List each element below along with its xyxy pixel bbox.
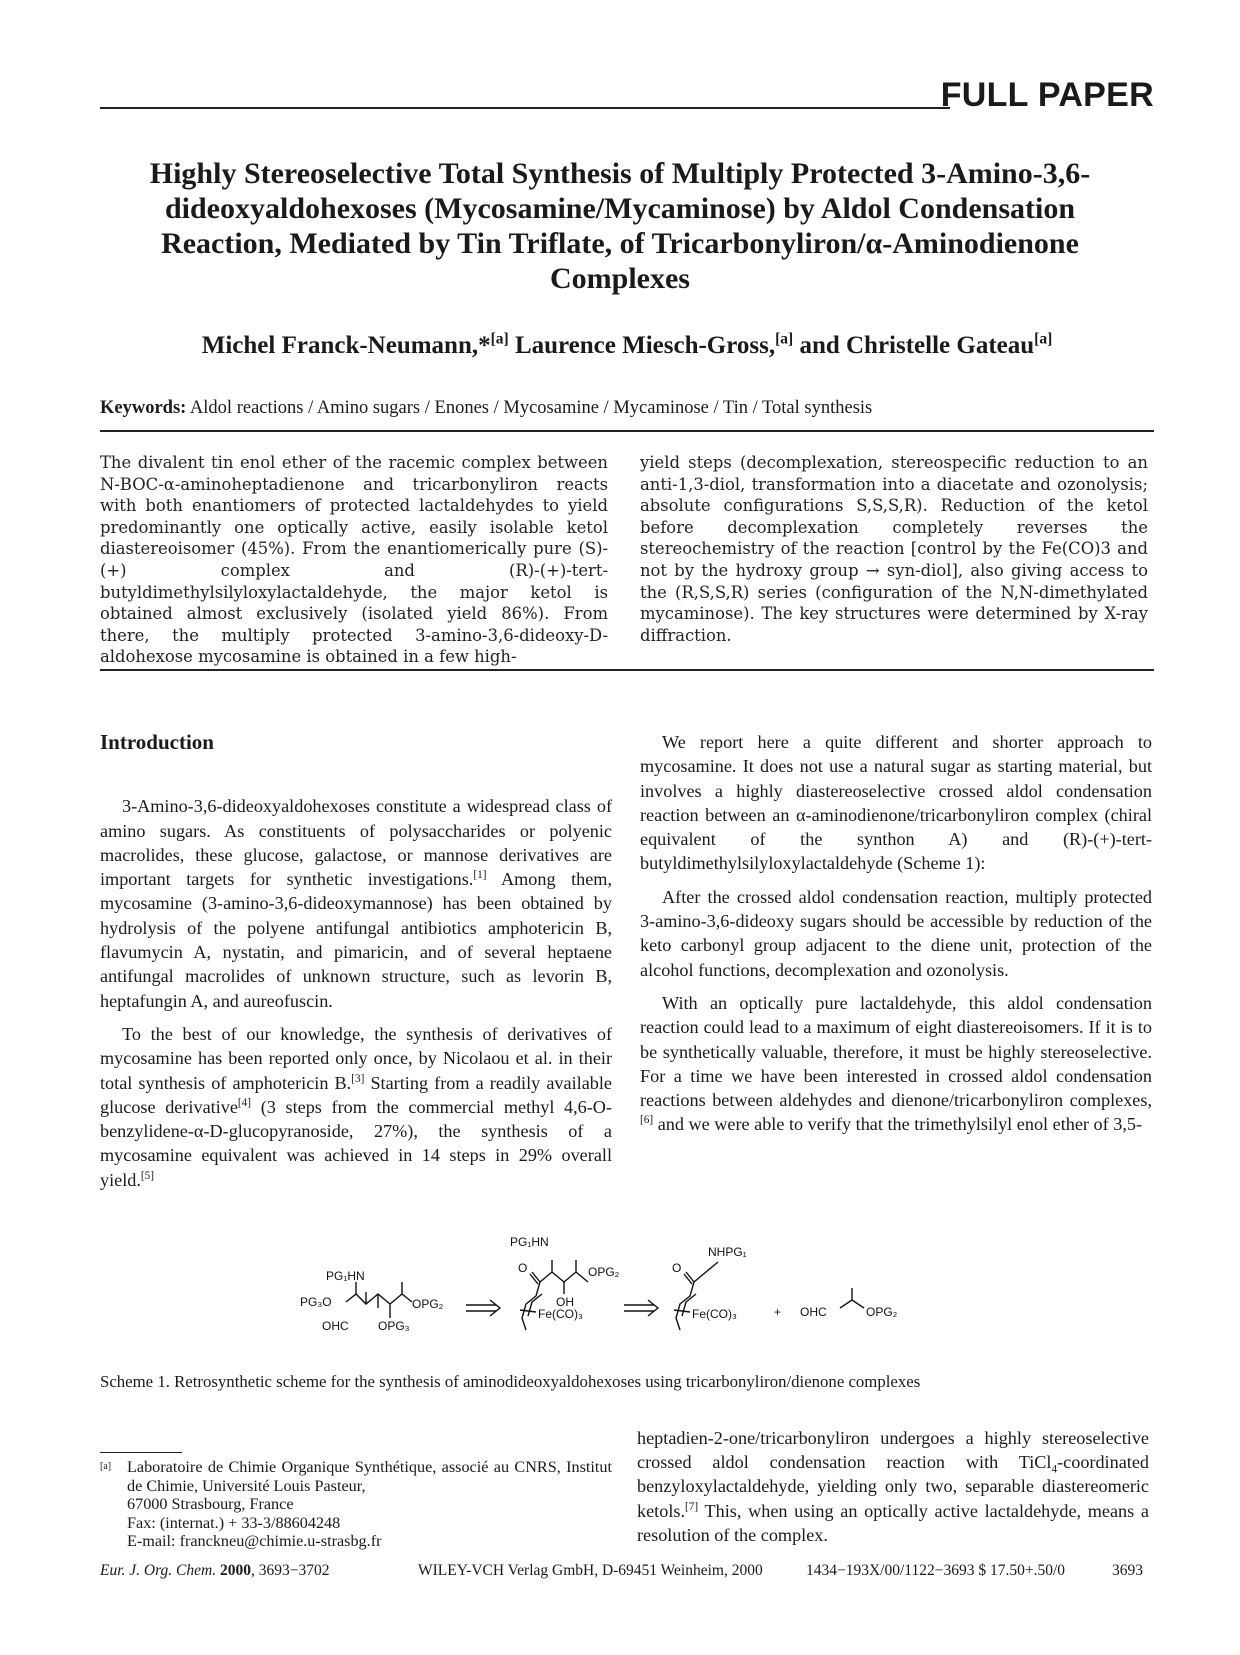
section-heading: Introduction bbox=[100, 730, 214, 754]
affiliation-footnote bbox=[100, 1458, 612, 1551]
author-list bbox=[100, 332, 1154, 360]
affiliation-mark[interactable]: [a] bbox=[775, 330, 794, 348]
bond bbox=[694, 1262, 718, 1282]
abstract-right: yield steps (decomplexation, stereospecific reduction to an anti-1,3-diol, transformation into a diacetate and ozonolysis; absolute configurations S,S,S,R). Reduction of the ketol before decomplexation completely reverses the stereochemistry of the reaction [control by the Fe(CO)3 and not by the hydroxy group → syn-diol], also giving access to the (R,S,S,R) series (configuration of the N,N-dimethylated mycaminose). The key structures were determined by X-ray diffraction. bbox=[640, 453, 1148, 645]
section-label: FULL PAPER bbox=[940, 76, 1154, 114]
group-label: OPG₂ bbox=[412, 1297, 444, 1311]
journal-citation bbox=[100, 1562, 329, 1580]
author-conjunction: and bbox=[793, 332, 846, 359]
footnote-rule bbox=[100, 1452, 182, 1453]
iron-complex-label: Fe(CO)₃ bbox=[692, 1307, 737, 1321]
paragraph-text: (3 steps from the commercial methyl 4,6-O-benzylidene-α-D-glucopyranoside, 27%), the synthesis of a mycosamine equivalent was achieved in 14 steps in 29% overall yield. bbox=[100, 1096, 612, 1190]
abstract-left: The divalent tin enol ether of the racemic complex between N-BOC-α-aminoheptadienone and tricarbonyliron reacts with both enantiomers of protected lactaldehydes to yield predominantly one optically active, easily isolable ketol diastereoisomer (45%). From the enantiomerically pure (S)-(+) complex and (R)-(+)-tert-butyldimethylsilyloxylactaldehyde, the major ketol is obtained almost exclusively (isolated yield 86%). From there, the multiply protected 3-amino-3,6-dideoxy-D-aldohexose mycosamine is obtained in a few high- bbox=[100, 453, 608, 667]
iron-bond bbox=[674, 1310, 690, 1312]
group-label: OH bbox=[556, 1295, 574, 1309]
paragraph-text: 3-Amino-3,6-dideoxyaldohexoses constitute a widespread class of amino sugars. As constituents of polysaccharides or polyenic macrolides, these glucose, galactose, or mannose derivatives are important targets for synthetic investigations. bbox=[100, 796, 612, 890]
intro-column bbox=[100, 730, 612, 1201]
paragraph bbox=[100, 794, 612, 1013]
email-line[interactable]: E-mail: franckneu@chimie.u-strasbg.fr bbox=[127, 1532, 382, 1550]
keywords-rule bbox=[100, 430, 1154, 432]
retro-arrow bbox=[490, 1300, 500, 1316]
paragraph-text: -coordinated benzyloxylactaldehyde, yielding only two, separable diastereomeric ketols. bbox=[637, 1452, 1149, 1521]
right-column bbox=[640, 730, 1152, 1146]
bond bbox=[840, 1300, 864, 1308]
group-label: PG₁HN bbox=[510, 1235, 549, 1249]
paragraph: After the crossed aldol condensation reaction, multiply protected 3-amino-3,6-dideoxy sugars should be accessible by reduction of the keto carbonyl group adjacent to the diene unit, protection of the alcohol functions, decomplexation and ozonolysis. bbox=[640, 886, 1152, 980]
author-1: Michel Franck-Neumann,* bbox=[201, 332, 491, 359]
iron-bond bbox=[520, 1310, 536, 1312]
scheme-caption: Scheme 1. Retrosynthetic scheme for the synthesis of aminodideoxyaldohexoses using tricarbonyliron/dienone complexes bbox=[100, 1372, 921, 1391]
author-3: Christelle Gateau bbox=[846, 332, 1035, 359]
paragraph bbox=[640, 991, 1152, 1137]
author-2: Laurence Miesch-Gross, bbox=[508, 332, 776, 359]
citation[interactable]: [3] bbox=[351, 1072, 365, 1085]
group-label: PG₁HN bbox=[326, 1269, 365, 1283]
affiliation-line: Laboratoire de Chimie Organique Synthétique, associé au CNRS, Institut de Chimie, Université Louis Pasteur, bbox=[127, 1458, 612, 1495]
affiliation-line: 67000 Strasbourg, France bbox=[127, 1495, 294, 1513]
keywords-label: Keywords: bbox=[100, 398, 187, 418]
paragraph-text: This, when using an optically active lactaldehyde, means a resolution of the complex. bbox=[637, 1500, 1149, 1545]
citation[interactable]: [7] bbox=[685, 1500, 699, 1513]
bond bbox=[402, 1294, 412, 1302]
plus-sign: + bbox=[774, 1305, 782, 1319]
group-label: OPG₂ bbox=[588, 1265, 620, 1279]
paragraph-text: With an optically pure lactaldehyde, this aldol condensation reaction could lead to a maximum of eight diastereoisomers. If it is to be synthetically valuable, therefore, it must be highly stereoselective. For a time we have been interested in crossed aldol condensation reactions between aldehydes and dienone/tricarbonyliron complexes, bbox=[640, 992, 1152, 1111]
scheme-1-figure bbox=[300, 1232, 960, 1362]
group-label: O bbox=[518, 1261, 528, 1275]
publisher: WILEY-VCH Verlag GmbH, D-69451 Weinheim, 2000 bbox=[418, 1562, 763, 1579]
journal-name: Eur. J. Org. Chem. bbox=[100, 1562, 217, 1579]
bond bbox=[540, 1272, 588, 1282]
retro-arrow bbox=[648, 1300, 658, 1316]
citation[interactable]: [4] bbox=[237, 1096, 252, 1109]
bond bbox=[346, 1294, 402, 1304]
affiliation-mark[interactable]: [a] bbox=[490, 330, 509, 348]
abstract-rule bbox=[100, 669, 1154, 671]
group-label: OPG₃ bbox=[378, 1319, 410, 1333]
group-label: OPG₂ bbox=[866, 1305, 898, 1319]
keywords-text: Aldol reactions / Amino sugars / Enones / Mycosamine / Mycaminose / Tin / Total synthesis bbox=[186, 398, 873, 418]
section-header bbox=[100, 72, 1154, 116]
right-column-continued bbox=[637, 1426, 1149, 1547]
fax-line: Fax: (internat.) + 33-3/88604248 bbox=[127, 1513, 341, 1532]
journal-year: 2000 bbox=[219, 1562, 251, 1579]
group-label: PG₃O bbox=[300, 1295, 332, 1309]
header-rule bbox=[100, 107, 950, 109]
paragraph-text: Starting from a readily available glucose derivative bbox=[100, 1072, 612, 1117]
journal-pages: , 3693−3702 bbox=[250, 1562, 330, 1579]
paragraph-text: heptadien-2-one/tricarbonyliron undergoes a highly stereoselective crossed aldol condensation reaction with TiCl bbox=[637, 1428, 1149, 1473]
paragraph bbox=[100, 1022, 612, 1192]
paragraph-text: To the best of our knowledge, the synthesis of derivatives of mycosamine has been reported only once, by Nicolaou et al. in their total synthesis of amphotericin B. bbox=[100, 1023, 612, 1093]
paragraph-text: Among them, mycosamine (3-amino-3,6-dideoxymannose) has been obtained by hydrolysis of the polyene antifungal antibiotics amphotericin B, flavumycin A, nystatin, and pimaricin, and of several heptaene antifungal macrolides of unknown structure, such as levorin B, heptafungin A, and aureofuscin. bbox=[100, 869, 612, 1011]
group-label: NHPG₁ bbox=[708, 1245, 747, 1259]
group-label: OHC bbox=[800, 1305, 827, 1319]
affiliation-mark[interactable]: [a] bbox=[1034, 330, 1053, 348]
issn: 1434−193X/00/1122−3693 $ 17.50+.50/0 bbox=[806, 1562, 1066, 1579]
group-label: O bbox=[672, 1261, 682, 1275]
paper-title: Highly Stereoselective Total Synthesis of Multiply Protected 3-Amino-3,6-dideoxyaldohexoses (Mycosamine/Mycaminose) by Aldol Condensation Reaction, Mediated by Tin Triflate, of Tricarbonyliron/α-Aminodienone Complexes bbox=[149, 157, 1091, 295]
iron-complex-label: Fe(CO)₃ bbox=[538, 1307, 583, 1321]
citation[interactable]: [5] bbox=[140, 1169, 155, 1182]
keywords bbox=[100, 398, 1154, 419]
paragraph-text: and we were able to verify that the trimethylsilyl enol ether of 3,5- bbox=[653, 1114, 1143, 1135]
citation[interactable]: [1] bbox=[473, 869, 487, 882]
citation[interactable]: [6] bbox=[640, 1114, 654, 1127]
subscript: 4 bbox=[1051, 1463, 1058, 1476]
group-label: OHC bbox=[322, 1319, 349, 1333]
footnote-mark: [a] bbox=[100, 1461, 112, 1472]
page-number: 3693 bbox=[1112, 1562, 1143, 1579]
paragraph: We report here a quite different and shorter approach to mycosamine. It does not use a natural sugar as starting material, but involves a highly diastereoselective crossed aldol condensation reaction between an α-aminodienone/tricarbonyliron complex (chiral equivalent of the synthon A) and (R)-(+)-tert-butyldimethylsilyloxylactaldehyde (Scheme 1): bbox=[640, 732, 1152, 874]
